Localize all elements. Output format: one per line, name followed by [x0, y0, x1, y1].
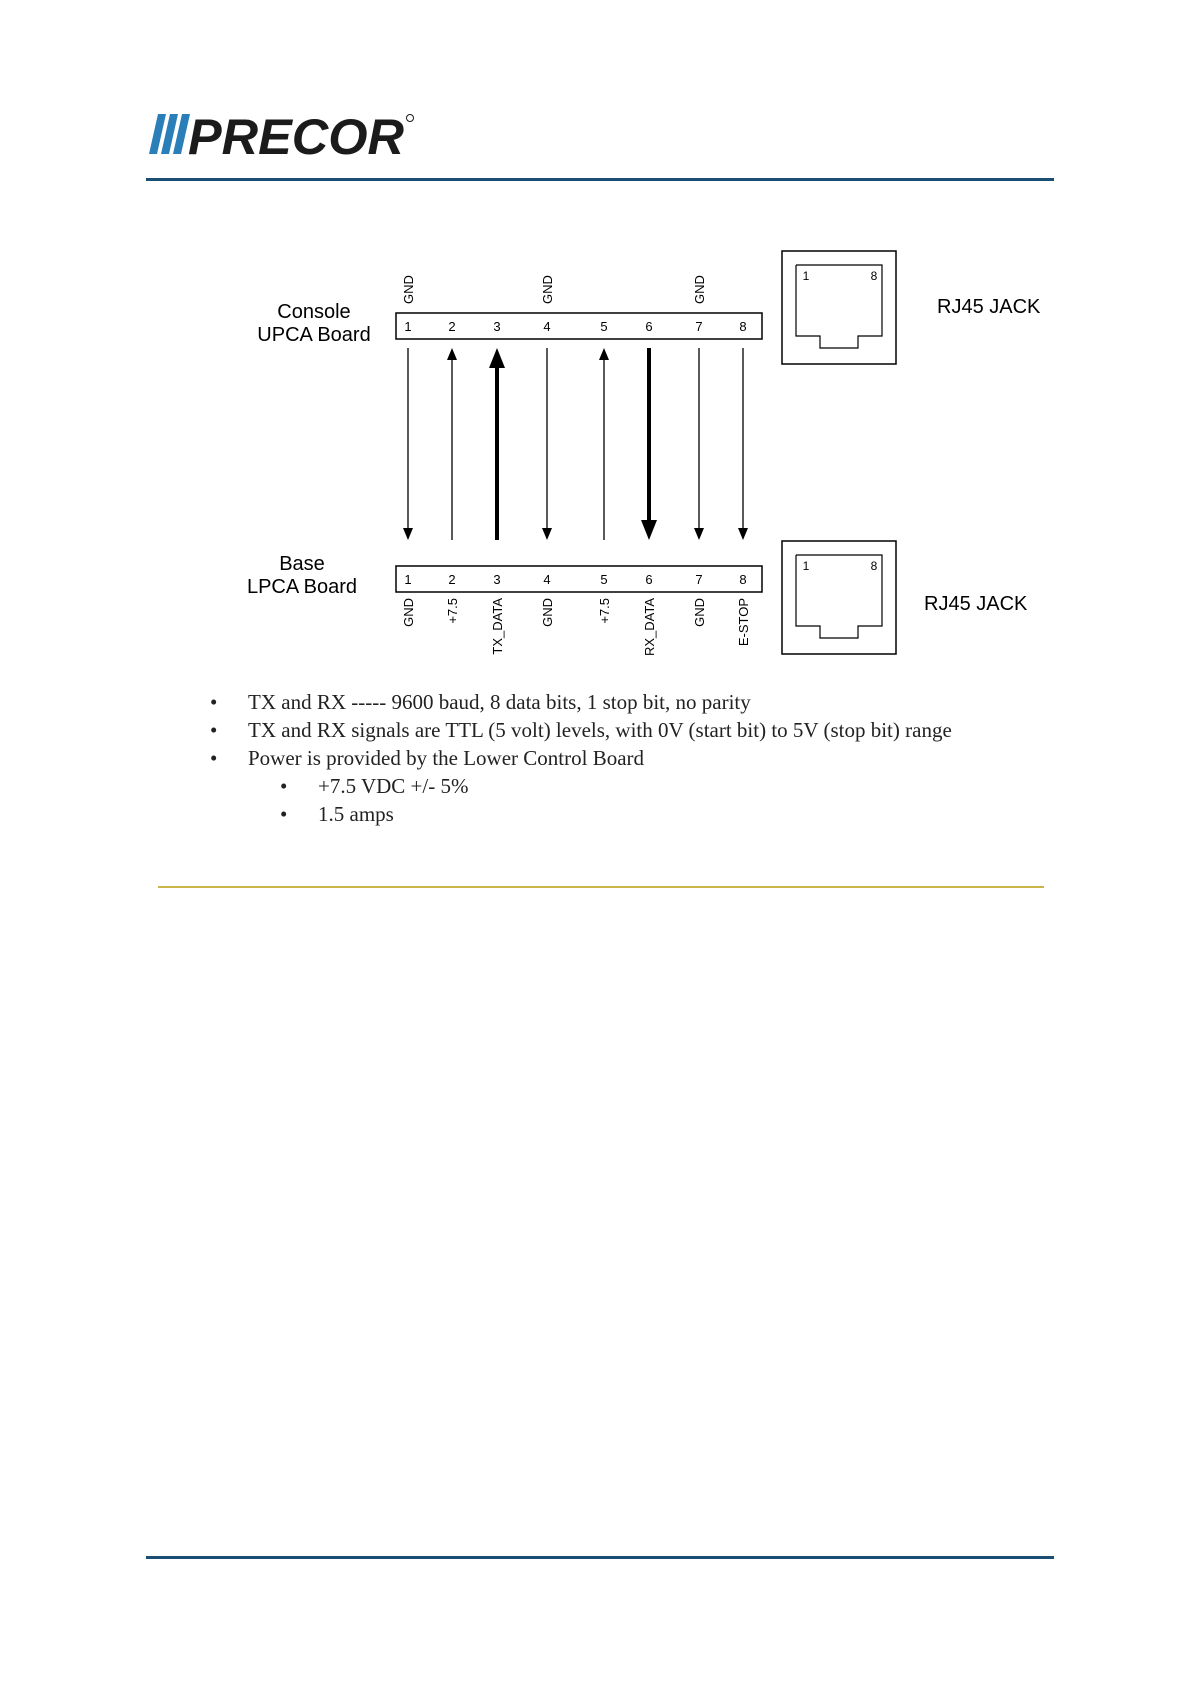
jack-bottom-pin-8: 8 — [870, 559, 878, 573]
jack-top-label: RJ45 JACK — [937, 296, 1041, 318]
pin-number: 7 — [695, 319, 703, 334]
note-subitem — [210, 772, 1090, 800]
svg-text:PRECOR: PRECOR — [188, 112, 404, 162]
signal-arrow-head — [694, 528, 704, 540]
notes-list — [210, 688, 1090, 828]
signal-label: TX_DATA — [490, 598, 505, 655]
signal-label: +7.5 — [445, 598, 460, 624]
note-text: TX and RX signals are TTL (5 volt) levels, with 0V (start bit) to 5V (stop bit) range — [248, 718, 952, 742]
bullet-icon: • — [280, 802, 288, 826]
note-item — [210, 716, 1090, 744]
signal-label: E-STOP — [736, 598, 751, 647]
bullet-icon: • — [210, 746, 218, 770]
signal-arrow-head — [403, 528, 413, 540]
jack-top-pin-1: 1 — [802, 269, 810, 283]
jack-top-pin-8: 8 — [870, 269, 878, 283]
bullet-icon: • — [280, 774, 288, 798]
bullet-icon: • — [210, 718, 218, 742]
pin-number: 5 — [600, 572, 608, 587]
pin-number: 5 — [600, 319, 608, 334]
signal-label: GND — [401, 598, 416, 627]
jack-bottom-label: RJ45 JACK — [924, 593, 1028, 615]
rj45-jack-bottom — [782, 541, 896, 654]
signal-label: GND — [401, 275, 416, 304]
console-label: Console — [277, 301, 351, 323]
note-text: Power is provided by the Lower Control Board — [248, 746, 645, 770]
signal-arrow-head — [542, 528, 552, 540]
pin-number: 6 — [645, 319, 653, 334]
pin-number: 8 — [739, 319, 747, 334]
signal-arrow-head — [738, 528, 748, 540]
bottom-signal-labels — [401, 598, 751, 656]
top-signal-labels — [401, 275, 707, 304]
note-text: +7.5 VDC +/- 5% — [318, 774, 469, 798]
signal-label: RX_DATA — [642, 598, 657, 657]
pin-number: 3 — [493, 319, 501, 334]
note-item — [210, 744, 1090, 772]
jack-bottom-pin-1: 1 — [802, 559, 810, 573]
signal-arrows — [403, 348, 748, 540]
pin-number: 2 — [448, 319, 456, 334]
bullet-icon: • — [210, 690, 218, 714]
signal-arrow-head — [447, 348, 457, 360]
pin-number: 4 — [543, 319, 551, 334]
note-subitem — [210, 800, 1090, 828]
signal-label: GND — [540, 275, 555, 304]
pin-number: 1 — [404, 572, 412, 587]
pin-number: 8 — [739, 572, 747, 587]
rj45-jack-top — [782, 251, 896, 364]
signal-label: GND — [692, 275, 707, 304]
note-item — [210, 688, 1090, 716]
console-board-label: UPCA Board — [257, 324, 371, 346]
signal-arrow-head — [641, 520, 657, 540]
signal-label: GND — [540, 598, 555, 627]
signal-label: +7.5 — [597, 598, 612, 624]
signal-arrow-head — [489, 348, 505, 368]
pin-number: 4 — [543, 572, 551, 587]
pin-number: 6 — [645, 572, 653, 587]
base-label: Base — [279, 553, 325, 575]
section-divider — [158, 886, 1044, 888]
pin-number: 1 — [404, 319, 412, 334]
pin-number: 3 — [493, 572, 501, 587]
note-text: TX and RX ----- 9600 baud, 8 data bits, 1 stop bit, no parity — [248, 690, 751, 714]
footer-rule — [146, 1556, 1054, 1559]
base-board-label: LPCA Board — [246, 576, 358, 598]
signal-label: GND — [692, 598, 707, 627]
pin-number: 2 — [448, 572, 456, 587]
note-text: 1.5 amps — [318, 802, 394, 826]
pin-number: 7 — [695, 572, 703, 587]
signal-arrow-head — [599, 348, 609, 360]
